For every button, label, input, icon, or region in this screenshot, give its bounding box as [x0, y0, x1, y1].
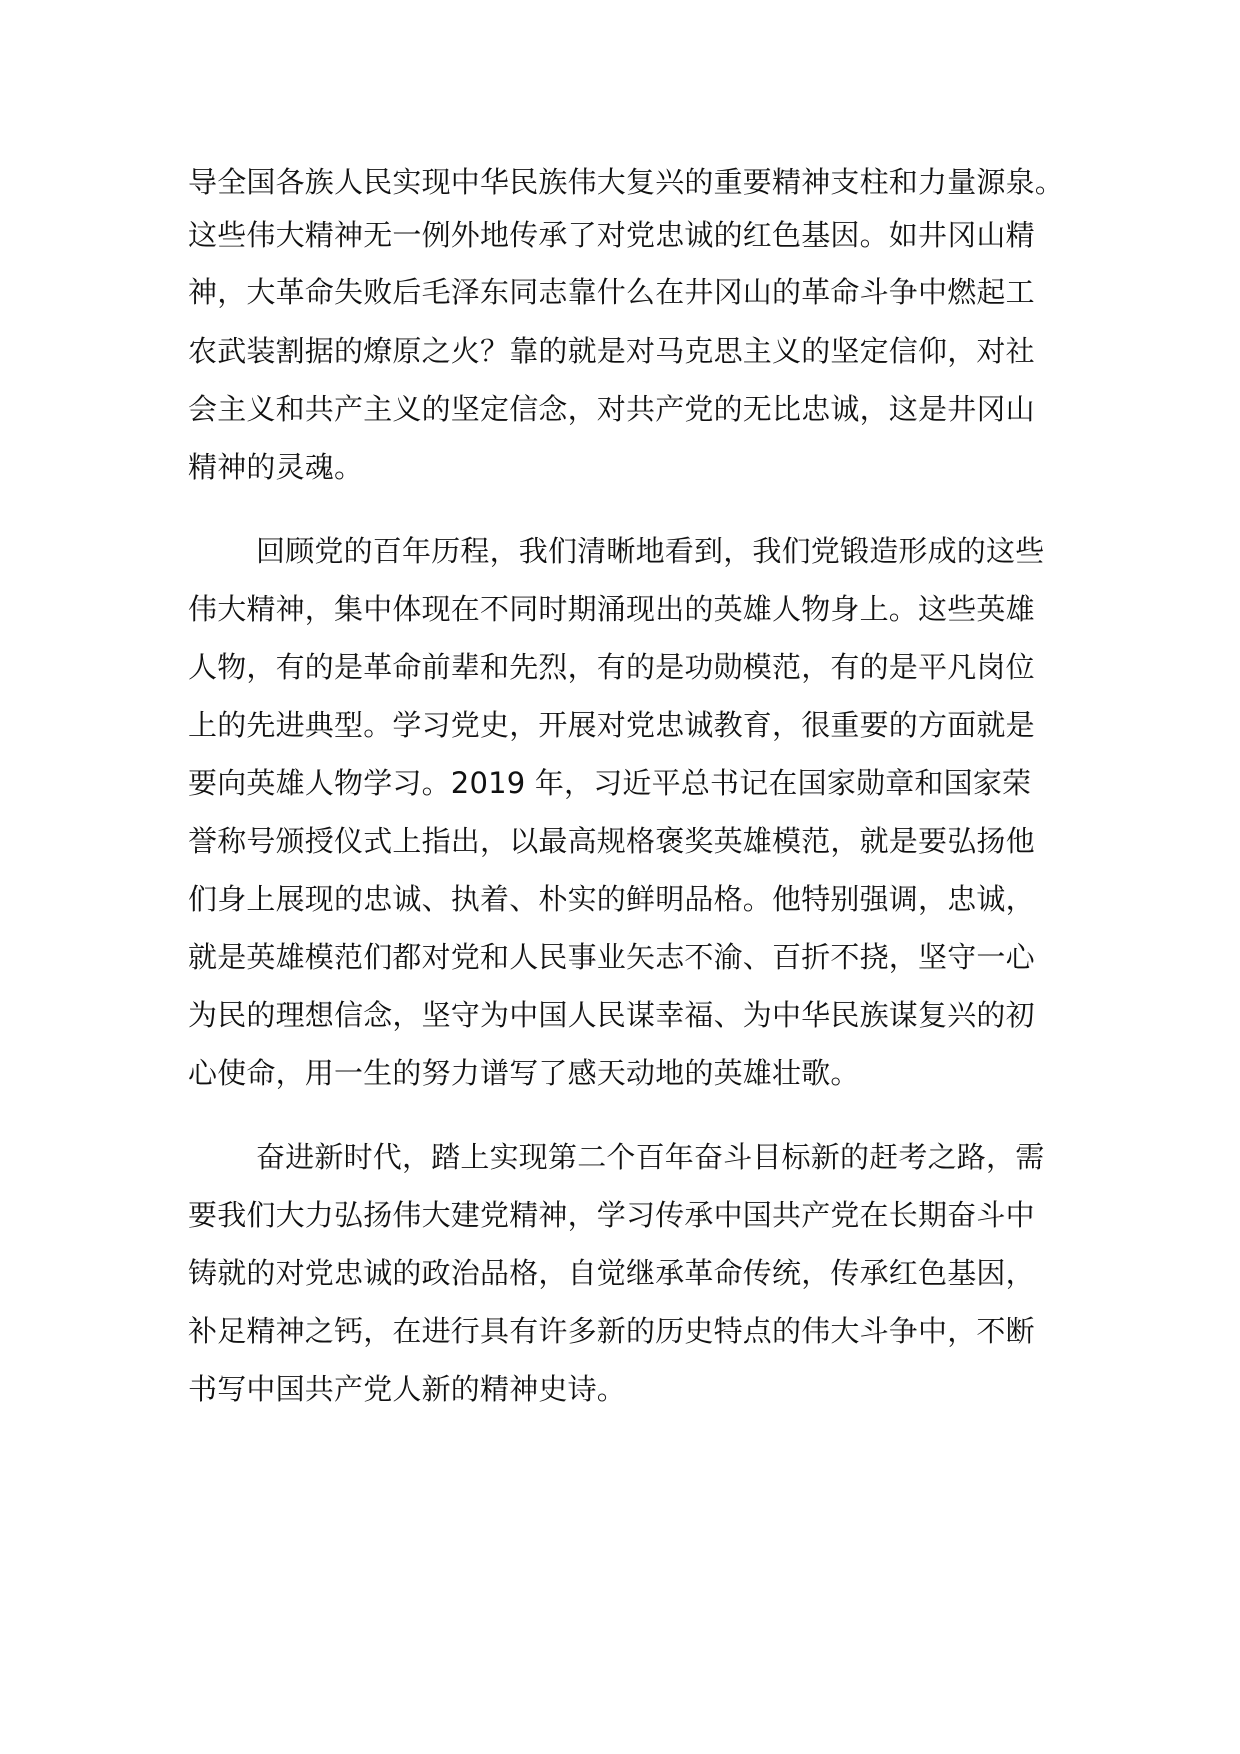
text-line: 书写中国共产党人新的精神史诗。: [188, 1372, 627, 1406]
text-line: 伟大精神，集中体现在不同时期涌现出的英雄人物身上。这些英雄: [188, 592, 1035, 626]
text-line: 人物，有的是革命前辈和先烈，有的是功勋模范，有的是平凡岗位: [188, 650, 1035, 684]
text-line: 心使命，用一生的努力谱写了感天动地的英雄壮歌。: [188, 1056, 860, 1090]
text-line: 这些伟大精神无一例外地传承了对党忠诚的红色基因。如井冈山精: [188, 218, 1035, 252]
text-line: 导全国各族人民实现中华民族伟大复兴的重要精神支柱和力量源泉。: [188, 165, 1065, 199]
text-line: 农武装割据的燎原之火？靠的就是对马克思主义的坚定信仰，对社: [188, 334, 1035, 368]
text-line: 为民的理想信念，坚守为中国人民谋幸福、为中华民族谋复兴的初: [188, 998, 1035, 1032]
text-line: 誉称号颁授仪式上指出，以最高规格褒奖英雄模范，就是要弘扬他: [188, 824, 1035, 858]
text-line: 补足精神之钙，在进行具有许多新的历史特点的伟大斗争中，不断: [188, 1314, 1035, 1348]
text-line: 上的先进典型。学习党史，开展对党忠诚教育，很重要的方面就是: [188, 708, 1035, 742]
text-line: 要我们大力弘扬伟大建党精神，学习传承中国共产党在长期奋斗中: [188, 1198, 1035, 1232]
text-line: 会主义和共产主义的坚定信念，对共产党的无比忠诚，这是井冈山: [188, 392, 1035, 426]
text-line: 精神的灵魂。: [188, 450, 364, 484]
text-line: 们身上展现的忠诚、执着、朴实的鲜明品格。他特别强调，忠诚，: [188, 882, 1035, 916]
text-line: 铸就的对党忠诚的政治品格，自觉继承革命传统，传承红色基因，: [188, 1256, 1035, 1290]
text-line: 奋进新时代，踏上实现第二个百年奋斗目标新的赶考之路，需: [256, 1140, 1045, 1174]
text-line: 回顾党的百年历程，我们清晰地看到，我们党锻造形成的这些: [256, 534, 1045, 568]
text-line: 神，大革命失败后毛泽东同志靠什么在井冈山的革命斗争中燃起工: [188, 275, 1035, 309]
text-line: 就是英雄模范们都对党和人民事业矢志不渝、百折不挠，坚守一心: [188, 940, 1035, 974]
text-line: 要向英雄人物学习。2019 年，习近平总书记在国家勋章和国家荣: [188, 766, 1032, 800]
